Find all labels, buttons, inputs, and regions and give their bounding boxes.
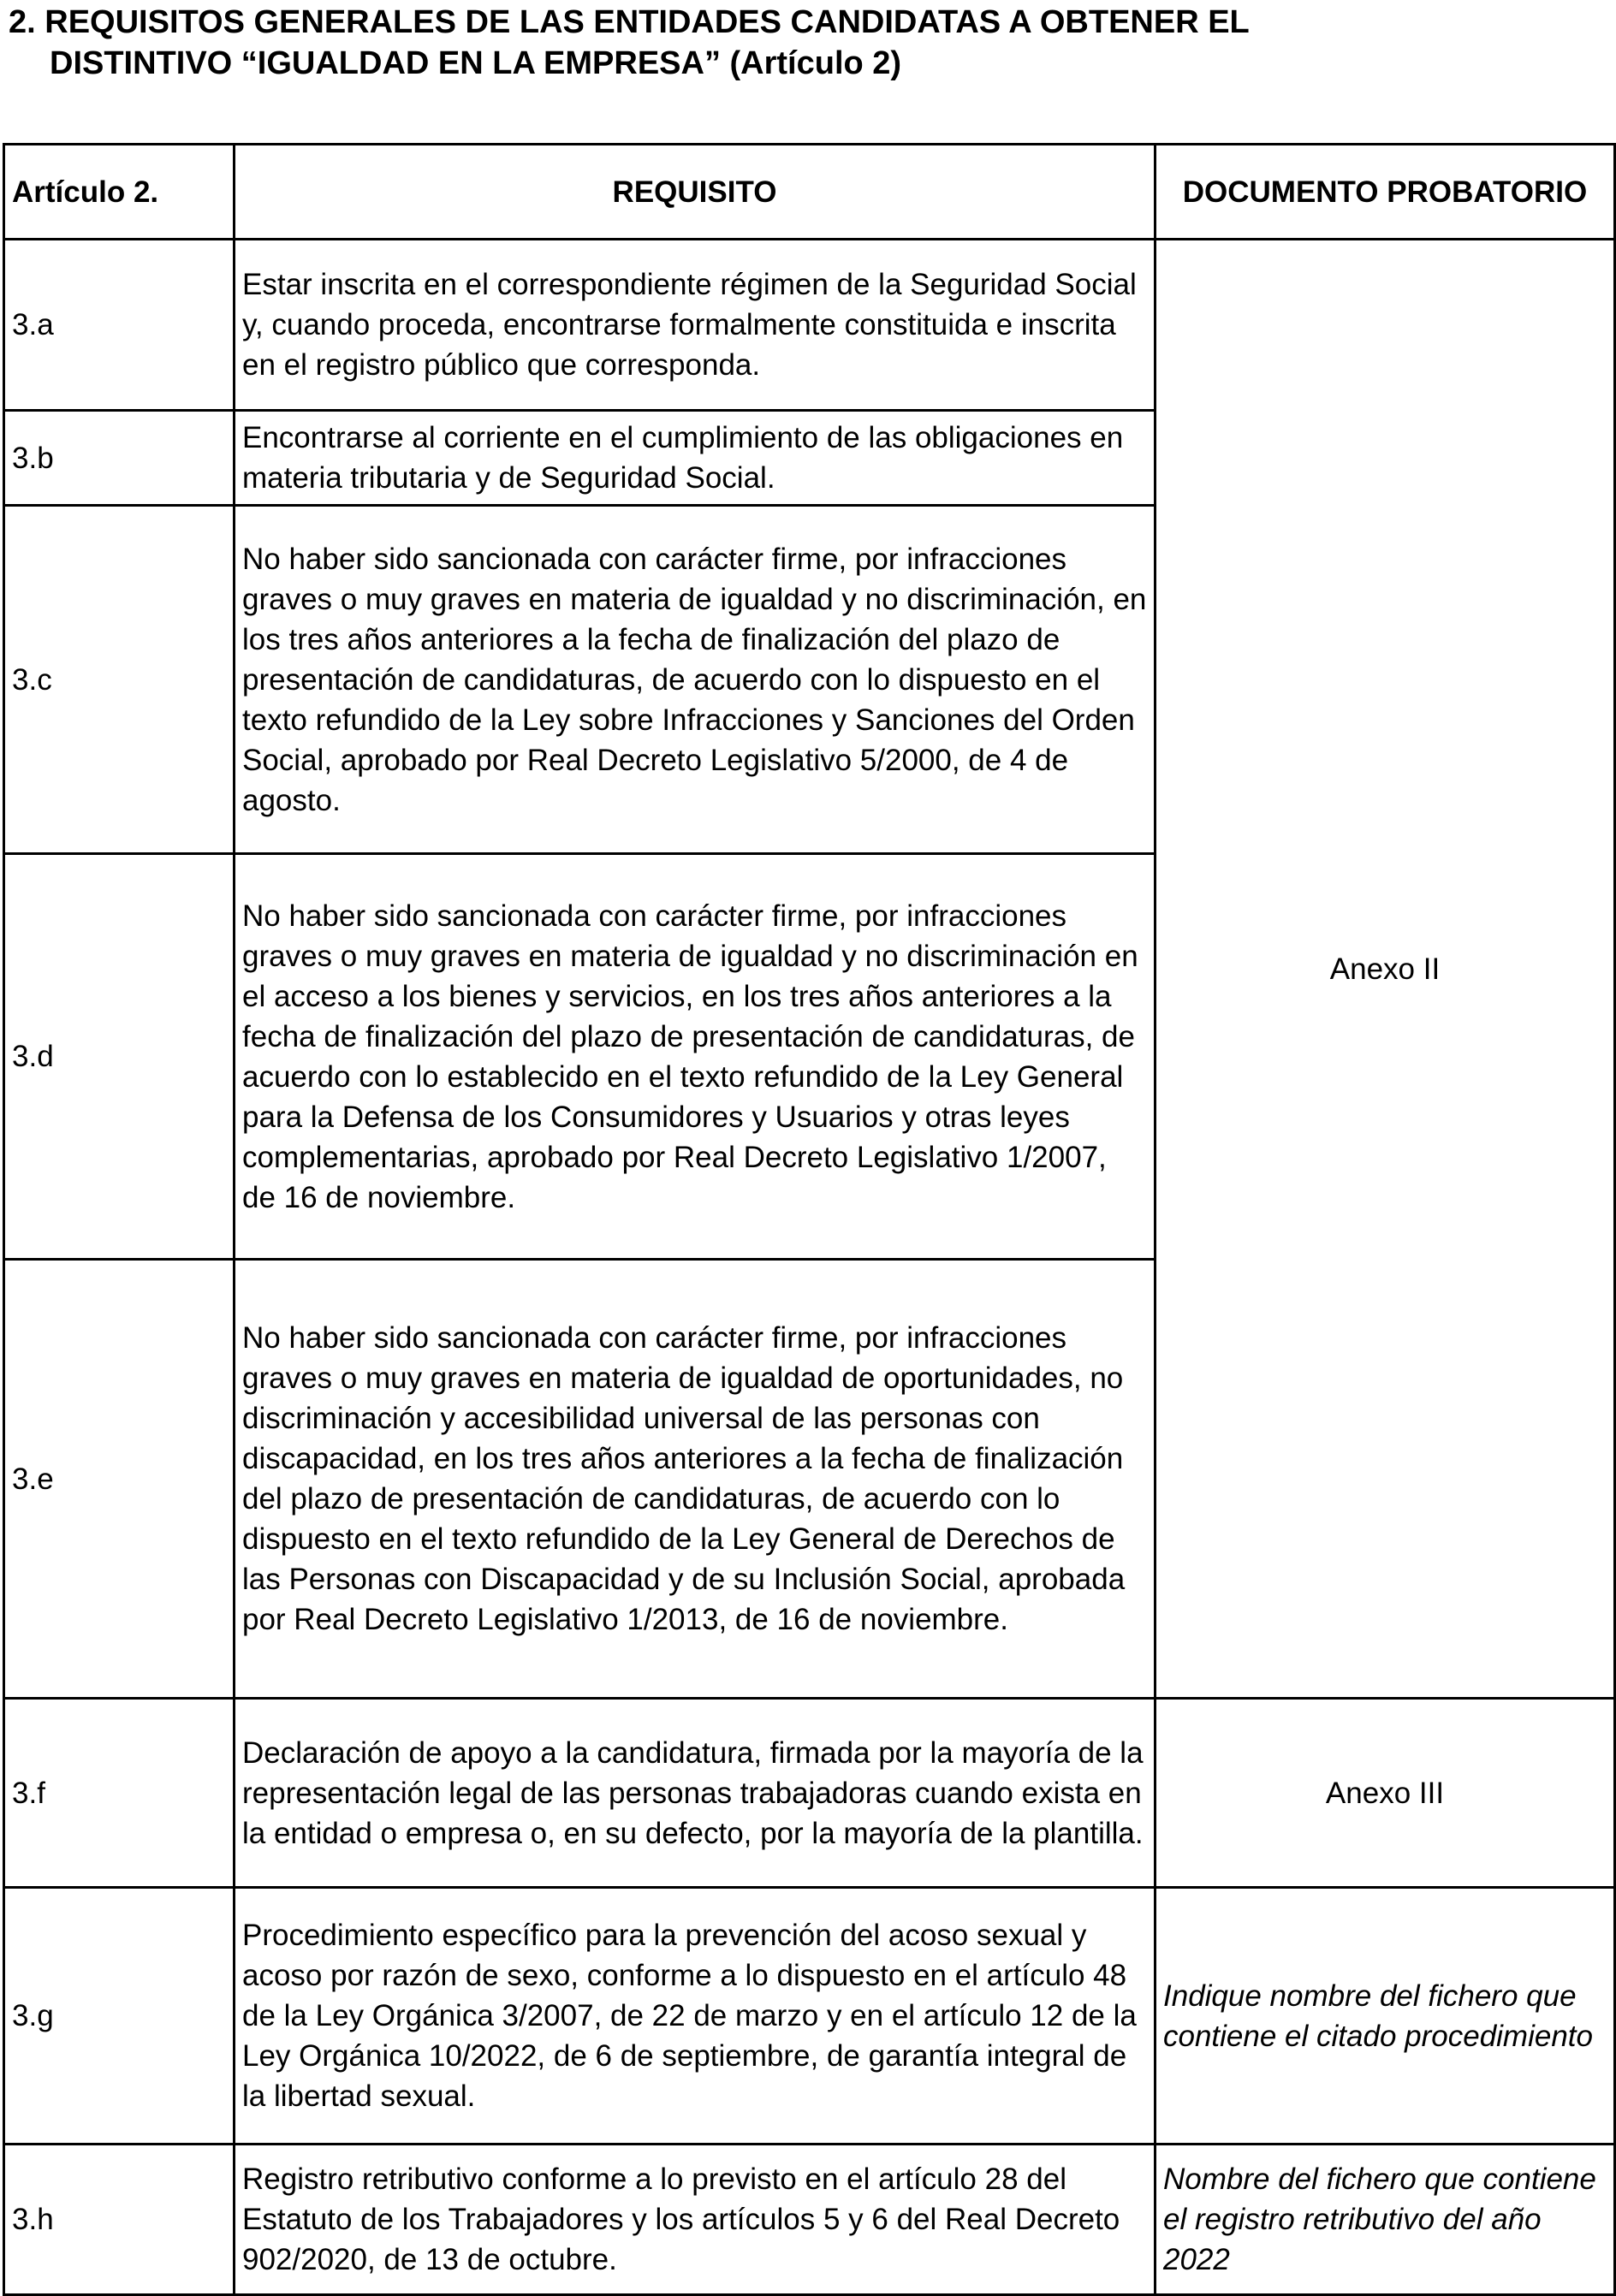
row-code: 3.b bbox=[4, 411, 235, 506]
section-heading-line-2: DISTINTIVO “IGUALDAD EN LA EMPRESA” (Artículo 2) bbox=[50, 45, 902, 81]
row-requirement-text: Declaración de apoyo a la candidatura, firmada por la mayoría de la representación legal de las personas trabajadoras cuando exista en la entidad o empresa o, en su defecto, por la mayoría de la plantilla. bbox=[235, 1699, 1156, 1888]
section-heading bbox=[9, 2, 1601, 84]
row-requirement-text: Encontrarse al corriente en el cumplimiento de las obligaciones en materia tributaria y de Seguridad Social. bbox=[235, 411, 1156, 506]
row-requirement-text: No haber sido sancionada con carácter firme, por infracciones graves o muy graves en materia de igualdad de oportunidades, no discriminación y accesibilidad universal de las personas con discapacidad, en los tres años anteriores a la fecha de finalización del plazo de presentación de candidaturas, de acuerdo con lo dispuesto en el texto refundido de la Ley General de Derechos de las Personas con Discapacidad y de su Inclusión Social, aprobada por Real Decreto Legislativo 1/2013, de 16 de noviembre. bbox=[235, 1260, 1156, 1699]
section-heading-line-1: 2. REQUISITOS GENERALES DE LAS ENTIDADES CANDIDATAS A OBTENER EL bbox=[9, 4, 1250, 40]
table-row bbox=[4, 2145, 1615, 2295]
row-code: 3.a bbox=[4, 240, 235, 411]
header-document: DOCUMENTO PROBATORIO bbox=[1156, 145, 1615, 240]
row-requirement-text: Procedimiento específico para la prevención del acoso sexual y acoso por razón de sexo, conforme a lo dispuesto en el artículo 48 de la Ley Orgánica 3/2007, de 22 de marzo y en el artículo 12 de la Ley Orgánica 10/2022, de 6 de septiembre, de garantía integral de la libertad sexual. bbox=[235, 1888, 1156, 2145]
row-document-anexo-iii: Anexo III bbox=[1156, 1699, 1615, 1888]
row-code: 3.c bbox=[4, 506, 235, 854]
row-document-procedure-filename: Indique nombre del fichero que contiene el citado procedimiento bbox=[1156, 1888, 1615, 2145]
table-row bbox=[4, 240, 1615, 411]
row-requirement-text: No haber sido sancionada con carácter firme, por infracciones graves o muy graves en materia de igualdad y no discriminación, en los tres años anteriores a la fecha de finalización del plazo de presentación de candidaturas, de acuerdo con lo dispuesto en el texto refundido de la Ley sobre Infracciones y Sanciones del Orden Social, aprobado por Real Decreto Legislativo 5/2000, de 4 de agosto. bbox=[235, 506, 1156, 854]
table-row bbox=[4, 1699, 1615, 1888]
row-code: 3.f bbox=[4, 1699, 235, 1888]
row-requirement-text: Registro retributivo conforme a lo previsto en el artículo 28 del Estatuto de los Trabajadores y los artículos 5 y 6 del Real Decreto 902/2020, de 13 de octubre. bbox=[235, 2145, 1156, 2295]
header-article: Artículo 2. bbox=[4, 145, 235, 240]
row-document-anexo-ii: Anexo II bbox=[1156, 240, 1615, 1699]
table-header-row bbox=[4, 145, 1615, 240]
row-code: 3.d bbox=[4, 854, 235, 1260]
table-row bbox=[4, 1888, 1615, 2145]
header-requirement: REQUISITO bbox=[235, 145, 1156, 240]
requirements-table bbox=[3, 143, 1616, 2296]
row-document-pay-register-filename: Nombre del fichero que contiene el registro retributivo del año 2022 bbox=[1156, 2145, 1615, 2295]
row-code: 3.g bbox=[4, 1888, 235, 2145]
row-requirement-text: No haber sido sancionada con carácter firme, por infracciones graves o muy graves en materia de igualdad y no discriminación en el acceso a los bienes y servicios, en los tres años anteriores a la fecha de finalización del plazo de presentación de candidaturas, de acuerdo con lo establecido en el texto refundido de la Ley General para la Defensa de los Consumidores y Usuarios y otras leyes complementarias, aprobado por Real Decreto Legislativo 1/2007, de 16 de noviembre. bbox=[235, 854, 1156, 1260]
row-code: 3.e bbox=[4, 1260, 235, 1699]
row-requirement-text: Estar inscrita en el correspondiente régimen de la Seguridad Social y, cuando proceda, encontrarse formalmente constituida e inscrita en el registro público que corresponda. bbox=[235, 240, 1156, 411]
row-code: 3.h bbox=[4, 2145, 235, 2295]
